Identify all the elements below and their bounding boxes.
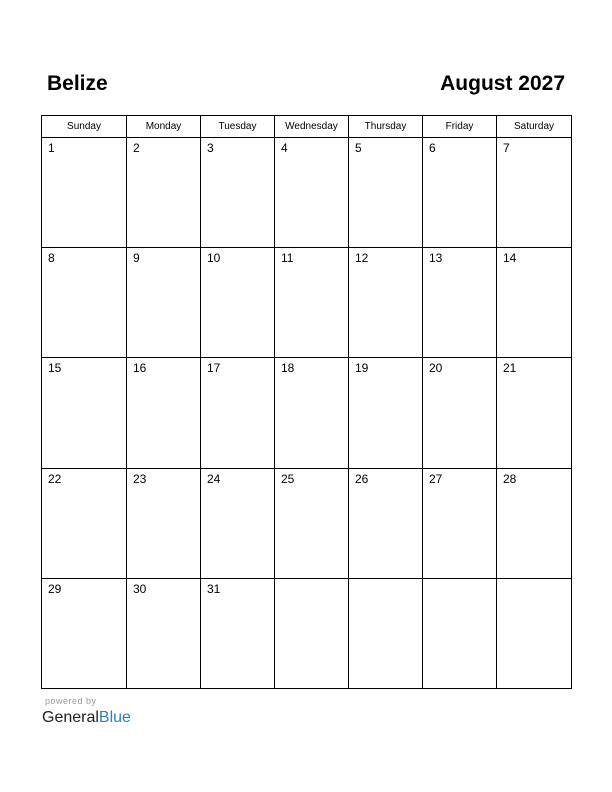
day-number: 23 [133,471,147,486]
day-cell [275,468,349,578]
day-cell [201,468,275,578]
day-number: 27 [429,471,443,486]
day-cell [127,358,201,468]
day-cell [275,578,349,688]
day-number: 8 [48,251,55,266]
day-number: 1 [48,141,55,155]
day-cell [201,138,275,248]
day-number: 17 [207,361,221,376]
day-number [423,579,496,582]
calendar-grid [41,115,572,689]
weekday-header-row [42,116,572,138]
day-number: 14 [503,251,517,266]
weekday-friday: Friday [423,116,497,138]
day-number: 29 [48,581,62,596]
brand-logo[interactable] [42,708,131,728]
day-cell [423,358,497,468]
day-cell [423,468,497,578]
day-cell [497,248,572,358]
day-cell [42,248,127,358]
day-number: 7 [503,141,510,155]
week-row [42,578,572,688]
day-number: 25 [281,471,295,486]
week-row [42,248,572,358]
day-number [349,579,422,582]
day-number: 13 [429,251,443,266]
country-title: Belize [47,72,108,95]
day-cell [127,248,201,358]
week-row [42,358,572,468]
day-number: 20 [429,361,443,376]
day-cell [201,578,275,688]
brand-name-general: General [42,709,99,726]
day-cell [423,138,497,248]
day-cell [349,138,423,248]
footer-branding [42,696,131,728]
weekday-tuesday: Tuesday [201,116,275,138]
day-cell [127,138,201,248]
weekday-thursday: Thursday [349,116,423,138]
day-cell [201,248,275,358]
day-number: 6 [429,141,436,155]
day-number: 24 [207,471,221,486]
day-number: 26 [355,471,369,486]
day-cell [423,248,497,358]
day-number: 18 [281,361,295,376]
day-cell [497,138,572,248]
day-cell [349,468,423,578]
day-number: 15 [48,361,62,376]
day-number: 28 [503,471,517,486]
day-number: 4 [281,141,288,155]
day-cell [349,358,423,468]
weekday-sunday: Sunday [42,116,127,138]
week-row [42,468,572,578]
day-cell [42,578,127,688]
weekday-saturday: Saturday [497,116,572,138]
day-cell [275,138,349,248]
day-cell [42,468,127,578]
day-number: 31 [207,581,221,596]
day-number: 10 [207,251,221,266]
day-number: 30 [133,581,147,596]
day-number: 21 [503,361,517,376]
day-number [497,579,571,582]
month-year-title: August 2027 [440,72,565,95]
day-cell [201,358,275,468]
day-cell [127,578,201,688]
day-cell [275,248,349,358]
day-cell [42,138,127,248]
powered-by-text: powered by [45,696,97,706]
day-number: 22 [48,471,62,486]
day-cell [497,468,572,578]
day-number: 3 [207,141,214,155]
week-row [42,138,572,248]
day-cell [497,358,572,468]
day-number: 5 [355,141,362,155]
day-number: 16 [133,361,147,376]
weekday-wednesday: Wednesday [275,116,349,138]
day-cell [275,358,349,468]
day-cell [423,578,497,688]
day-cell [349,248,423,358]
day-number: 11 [281,251,294,266]
day-number: 9 [133,251,140,266]
day-cell [42,358,127,468]
day-number [275,579,348,582]
day-number: 19 [355,361,369,376]
brand-name-blue: Blue [98,709,131,726]
day-cell [497,578,572,688]
day-number: 2 [133,141,140,155]
day-number: 12 [355,251,369,266]
day-cell [127,468,201,578]
day-cell [349,578,423,688]
weekday-monday: Monday [127,116,201,138]
